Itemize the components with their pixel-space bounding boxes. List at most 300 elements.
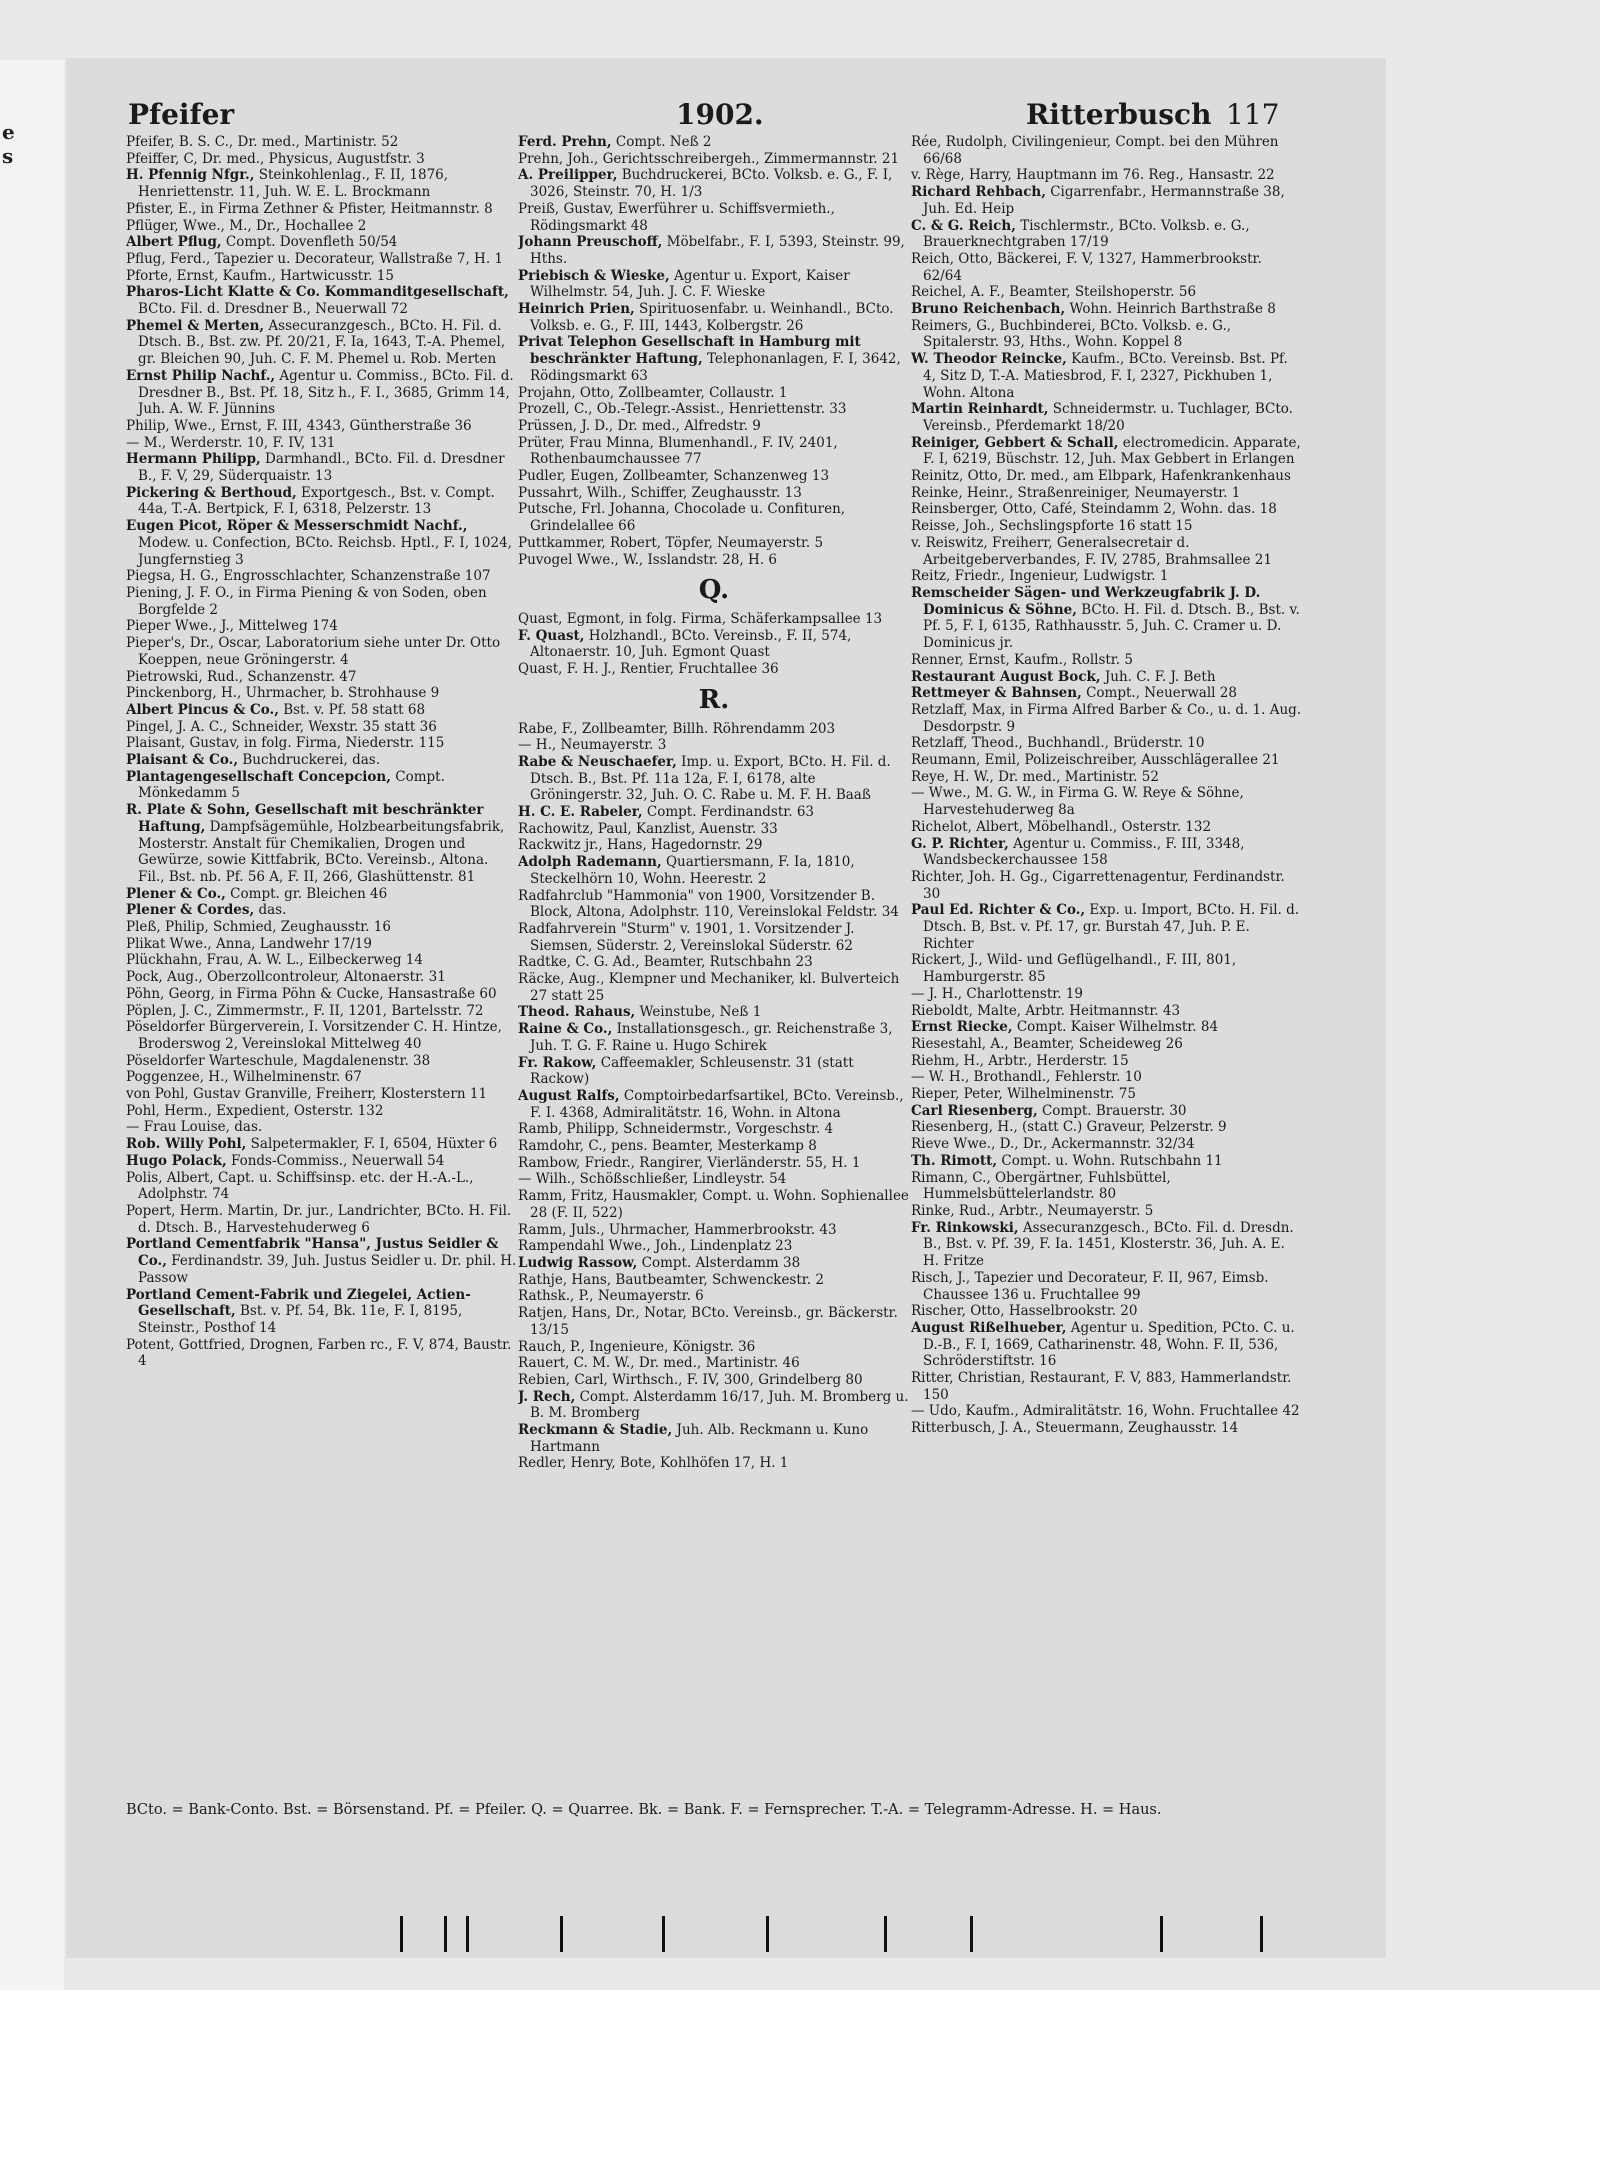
entry-details: Weinstube, Neß 1 [635,1004,762,1021]
directory-entry [126,902,518,919]
directory-entry [911,702,1303,735]
directory-entry [911,685,1303,702]
column-2 [518,134,910,1794]
entry-details: Pflüger, Wwe., M., Dr., Hochallee 2 [126,217,367,234]
entry-details: Ramm, Fritz, Hausmakler, Compt. u. Wohn. Sophienallee 28 (F. II, 522) [518,1188,909,1221]
section-heading-r: R. [698,684,730,715]
entry-details: Compt. Alsterdamm 38 [637,1255,801,1271]
entry-firm-name: Richard Rehbach, [911,184,1046,201]
entry-details: Projahn, Otto, Zollbeamter, Collaustr. 1 [518,384,788,401]
directory-entry [911,1220,1303,1270]
entry-firm-name: H. Pfennig Nfgr., [126,167,255,184]
entry-details: Poggenzee, H., Wilhelminenstr. 67 [126,1069,362,1086]
directory-entry [911,501,1303,518]
directory-entry [126,936,518,953]
entry-details: Pock, Aug., Oberzollcontroleur, Altonaerstr. 31 [126,969,446,986]
entry-details: Radfahrclub "Hammonia" von 1900, Vorsitzender B. Block, Altona, Adolphstr. 110, Vereinslokal Feldstr. 34 [518,887,899,921]
page-number: 117 [1226,98,1280,131]
entry-details: Reich, Otto, Bäckerei, F. V, 1327, Hammerbrookstr. 62/64 [911,250,1262,284]
directory-entry [911,1069,1303,1086]
entry-details: Putsche, Frl. Johanna, Chocolade u. Confituren, Grindelallee 66 [518,501,846,535]
entry-details: v. Rège, Harry, Hauptmann im 76. Reg., Hansastr. 22 [911,167,1275,184]
entry-details: Puvogel Wwe., W., Isslandstr. 28, H. 6 [518,551,777,568]
directory-entry [911,585,1303,652]
scan-calibration-ticks [400,1916,1300,1952]
entry-details: Cigarrenfabr., Hermannstraße 38, Juh. Ed. Heip [923,184,1285,217]
directory-entry [518,1288,910,1305]
directory-entry [126,1003,518,1020]
directory-entry [126,1136,518,1153]
entry-details: Ramb, Philipp, Schneidermstr., Vorgeschstr. 4 [518,1121,834,1138]
entry-details: Steinkohlenlag., F. II, 1876, Henriettenstr. 11, Juh. W. E. L. Brockmann [138,167,449,201]
entry-firm-name: Adolph Rademann, [518,854,662,871]
entry-details: Richelot, Albert, Möbelhandl., Osterstr. 132 [911,818,1212,835]
directory-entry [518,385,910,402]
directory-entry [518,468,910,485]
entry-details: Retzlaff, Theod., Buchhandl., Brüderstr. 10 [911,735,1205,752]
entry-details: Pudler, Eugen, Zollbeamter, Schanzenweg 13 [518,468,830,485]
directory-entry [911,1053,1303,1070]
entry-details: das. [254,902,287,919]
directory-entry [518,754,910,804]
entry-details: Dampfsägemühle, Holzbearbeitungsfabrik, Mosterstr. Anstalt für Chemikalien, Drogen und Gewürze, sowie Kittfabrik, BCto. Vereinsb., Altona. Fil., Bst. nb. Pf. 56 A, F. II, 266, Glashüttenstr. 81 [138,818,505,885]
entry-details: Pöseldorfer Warteschule, Magdalenenstr. 38 [126,1052,431,1069]
directory-entry [518,1222,910,1239]
directory-entry [911,401,1303,434]
directory-entry [126,769,518,802]
entry-details: Kaufm., BCto. Vereinsb. Bst. Pf. 4, Sitz D, T.-A. Matiesbrod, F. I, 2327, Pickhuben 1, Wohn. Altona [923,351,1288,401]
directory-entry [518,1422,910,1455]
entry-details: Compt., Neuerwall 28 [1081,685,1237,702]
entry-details: — Frau Louise, das. [126,1119,263,1136]
entry-details: Spirituosenfabr. u. Weinhandl., BCto. Volksb. e. G., F. III, 1443, Kolbergstr. 26 [530,301,894,334]
entry-details: Rabe, F., Zollbeamter, Billh. Röhrendamm 203 [518,720,836,737]
scan-tick [970,1916,973,1952]
directory-entry [518,1138,910,1155]
edge-mark-2: s [2,144,14,168]
entry-details: Plückhahn, Frau, A. W. L., Eilbeckerweg 14 [126,952,423,969]
directory-entry [911,652,1303,669]
directory-entry [126,1103,518,1120]
directory-entry [911,134,1303,167]
directory-entry [518,921,910,954]
directory-entry [126,1203,518,1236]
entry-details: — W. H., Brothandl., Fehlerstr. 10 [911,1069,1142,1086]
entry-firm-name: Reiniger, Gebbert & Schall, [911,434,1119,451]
entry-details: Prüter, Frau Minna, Blumenhandl., F. IV, 2401, Rothenbaumchaussee 77 [518,434,838,468]
directory-entry [518,268,910,301]
scan-tick [884,1916,887,1952]
directory-entry [518,201,910,234]
directory-entry [518,234,910,267]
directory-entry [126,952,518,969]
directory-entry [911,1136,1303,1153]
entry-details: Ritterbusch, J. A., Steuermann, Zeughausstr. 14 [911,1420,1239,1437]
directory-entry [518,485,910,502]
directory-entry [911,752,1303,769]
directory-entry [126,752,518,769]
entry-firm-name: Portland Cementfabrik "Hansa", Justus Seidler & Co., [126,1236,499,1270]
entry-details: Riehm, H., Arbtr., Herderstr. 15 [911,1052,1129,1069]
directory-entry [126,1119,518,1136]
directory-entry [911,902,1303,952]
entry-details: Agentur u. Spedition, PCto. C. u. D.-B., F. I, 1669, Catharinenstr. 48, Wohn. F. II, 536, Schröderstiftstr. 16 [923,1319,1295,1370]
entry-details: Radtke, C. G. Ad., Beamter, Rutschbahn 23 [518,954,813,971]
entry-details: Piening, J. F. O., in Firma Piening & von Soden, oben Borgfelde 2 [126,584,487,618]
directory-entry [126,702,518,719]
directory-entry [518,611,910,628]
directory-entry [518,721,910,738]
entry-details: Pöhn, Georg, in Firma Pöhn & Cucke, Hansastraße 60 [126,985,497,1002]
entry-details: Retzlaff, Max, in Firma Alfred Barber & Co., u. d. 1. Aug. Desdorpstr. 9 [911,701,1302,735]
entry-details: Reumann, Emil, Polizeischreiber, Ausschlägerallee 21 [911,752,1280,769]
entry-details: Rackwitz jr., Hans, Hagedornstr. 29 [518,837,763,854]
directory-entry [518,1355,910,1372]
directory-entry [911,167,1303,184]
entry-details: Pohl, Herm., Expedient, Osterstr. 132 [126,1102,384,1119]
directory-entry [518,888,910,921]
entry-firm-name: Ernst Riecke, [911,1019,1013,1036]
entry-details: Juh. Alb. Reckmann u. Kuno Hartmann [530,1422,869,1455]
entry-firm-name: Plantagengesellschaft Concepcion, [126,768,391,785]
entry-details: Popert, Herm. Martin, Dr. jur., Landrichter, BCto. H. Fil. d. Dtsch. B., Harvestehuderweg 6 [126,1203,512,1236]
entry-details: Compt. Mönkedamm 5 [138,768,445,802]
entry-details: Rimann, C., Obergärtner, Fuhlsbüttel, Hummelsbüttelerlandstr. 80 [911,1169,1171,1203]
entry-details: Rieper, Peter, Wilhelminenstr. 75 [911,1086,1136,1103]
directory-entry [911,1170,1303,1203]
directory-entry [911,1270,1303,1303]
directory-entry [518,535,910,552]
directory-entry [126,635,518,668]
directory-entry [126,318,518,368]
entry-firm-name: Rettmeyer & Bahnsen, [911,685,1082,702]
entry-details: Compt. Dovenfleth 50/54 [221,234,398,251]
scan-tick [560,1916,563,1952]
entry-details: Reinsberger, Otto, Café, Steindamm 2, Wohn. das. 18 [911,501,1277,518]
entry-firm-name: Theod. Rahaus, [518,1004,636,1021]
entry-details: von Pohl, Gustav Granville, Freiherr, Klosterstern 11 [126,1086,488,1103]
entries-r [518,721,910,1473]
entry-firm-name: Ludwig Rassow, [518,1255,638,1271]
entry-details: Piegsa, H. G., Engrosschlachter, Schanzenstraße 107 [126,568,491,585]
entry-firm-name: A. Preilipper, [518,167,618,184]
entry-firm-name: W. Theodor Reincke, [911,351,1067,368]
directory-entry [126,268,518,285]
entry-firm-name: Bruno Reichenbach, [911,301,1066,318]
entry-details: Risch, J., Tapezier und Decorateur, F. II, 967, Eimsb. Chaussee 136 u. Fruchtallee 99 [911,1269,1269,1303]
entry-details: Ramm, Juls., Uhrmacher, Hammerbrookstr. 43 [518,1221,837,1238]
entry-firm-name: J. Rech, [518,1388,576,1405]
directory-entry [911,218,1303,251]
directory-entry [518,954,910,971]
directory-entry [518,971,910,1004]
adjacent-page-edge [0,60,64,1990]
entry-details: Ritter, Christian, Restaurant, F. V, 883, Hammerlandstr. 150 [911,1370,1292,1403]
entry-firm-name: Th. Rimott, [911,1152,998,1169]
directory-entry [126,284,518,317]
entry-firm-name: Martin Reinhardt, [911,401,1049,418]
entry-firm-name: Remscheider Sägen- und Werkzeugfabrik J. D. Dominicus & Söhne, [911,584,1261,618]
entry-details: Ramdohr, C., pens. Beamter, Mesterkamp 8 [518,1138,817,1155]
directory-entry [126,1287,518,1337]
directory-entry [126,986,518,1003]
directory-entry [518,1188,910,1221]
entry-details: Reitz, Friedr., Ingenieur, Ludwigstr. 1 [911,568,1169,585]
entry-details: Rieve Wwe., D., Dr., Ackermannstr. 32/34 [911,1136,1195,1153]
entry-firm-name: Hermann Philipp, [126,451,261,468]
entry-details: Installationsgesch., gr. Reichenstraße 3, Juh. T. G. F. Raine u. Hugo Schirek [530,1021,893,1054]
entry-details: Juh. C. F. J. Beth [1100,668,1216,685]
running-head-right: Ritterbusch [1026,98,1212,131]
entry-details: Rampendahl Wwe., Joh., Lindenplatz 23 [518,1238,793,1255]
entry-details: — H., Neumayerstr. 3 [518,737,667,754]
directory-entry [126,1153,518,1170]
entry-details: Bst. v. Pf. 54, Bk. 11e, F. I, 8195, Steinstr., Posthof 14 [138,1303,463,1336]
directory-entry [911,1370,1303,1403]
entry-firm-name: Pharos-Licht Klatte & Co. Kommanditgesellschaft, [126,284,509,301]
abbreviation-legend: BCto. = Bank-Conto. Bst. = Börsenstand. Pf. = Pfeiler. Q. = Quarree. Bk. = Bank. F. = Fernsprecher. T.-A. = Telegramm-Adresse. H. = Haus. [126,1802,1162,1818]
directory-entry [518,854,910,887]
directory-entry [126,234,518,251]
directory-entry [518,661,910,678]
directory-entry [518,837,910,854]
directory-entry [518,501,910,534]
running-head-left: Pfeifer [128,98,235,131]
entry-details: Pleß, Philip, Schmied, Zeughausstr. 16 [126,919,391,936]
entry-details: Redler, Henry, Bote, Kohlhöfen 17, H. 1 [518,1455,789,1472]
entry-details: Pöseldorfer Bürgerverein, I. Vorsitzender C. H. Hintze, Broderswog 2, Vereinslokal Mittelweg 40 [126,1019,502,1052]
entry-firm-name: Raine & Co., [518,1021,613,1038]
entry-firm-name: C. & G. Reich, [911,217,1016,234]
entry-details: Plaisant, Gustav, in folg. Firma, Niederstr. 115 [126,735,445,752]
entry-firm-name: Ferd. Prehn, [518,134,612,150]
directory-entry [518,435,910,468]
entry-details: Renner, Ernst, Kaufm., Rollstr. 5 [911,651,1133,668]
entry-details: — M., Werderstr. 10, F. IV, 131 [126,434,336,451]
section-heading-q: Q. [698,575,730,606]
directory-entry [911,468,1303,485]
entry-firm-name: Carl Riesenberg, [911,1102,1038,1119]
scan-tick [662,1916,665,1952]
directory-entry [911,769,1303,786]
entry-firm-name: Albert Pflug, [126,234,222,251]
directory-entry [126,969,518,986]
directory-entry [126,251,518,268]
entry-details: Bst. v. Pf. 58 statt 68 [278,701,426,718]
directory-entry [911,669,1303,686]
entry-details: Quartiersmann, F. Ia, 1810, Steckelhörn 10, Wohn. Heerestr. 2 [530,854,855,887]
entry-details: Darmhandl., BCto. Fil. d. Dresdner B., F. V, 29, Süderquaistr. 13 [138,451,505,485]
directory-entry [911,535,1303,568]
entry-firm-name: August Ralfs, [518,1087,620,1104]
entry-firm-name: Fr. Rinkowski, [911,1219,1019,1236]
directory-entry [911,1203,1303,1220]
entry-details: Riesestahl, A., Beamter, Scheideweg 26 [911,1035,1183,1052]
entry-details: Ratjen, Hans, Dr., Notar, BCto. Vereinsb., gr. Bäckerstr. 13/15 [518,1305,898,1338]
entry-firm-name: Rob. Willy Pohl, [126,1136,247,1153]
entry-details: Pöplen, J. C., Zimmermstr., F. II, 1201, Bartelsstr. 72 [126,1002,484,1019]
directory-entry [126,685,518,702]
directory-entry [126,618,518,635]
entry-details: Preiß, Gustav, Ewerführer u. Schiffsvermieth., Rödingsmarkt 48 [518,200,835,234]
directory-entry [518,737,910,754]
entry-firm-name: Priebisch & Wieske, [518,267,670,284]
directory-entry [911,518,1303,535]
directory-entry [518,1088,910,1121]
directory-entry [911,735,1303,752]
directory-entry [911,251,1303,284]
entry-details: Prehn, Joh., Gerichtsschreibergeh., Zimmermannstr. 21 [518,150,900,167]
blank-margin [0,1990,1600,2177]
directory-entry [518,1339,910,1356]
entry-details: Imp. u. Export, BCto. H. Fil. d. Dtsch. B., Bst. Pf. 11a 12a, F. I, 6178, alte Gröningerstr. 32, Juh. O. C. Rabe u. M. F. H. Baaß [530,753,891,804]
entry-details: Rieboldt, Malte, Arbtr. Heitmannstr. 43 [911,1002,1181,1019]
entry-details: electromedicin. Apparate, F. I, 6219, Büschstr. 12, Juh. Max Gebbert in Erlangen [923,434,1301,468]
directory-entry [126,1170,518,1203]
directory-entry [126,218,518,235]
entry-firm-name: Hugo Polack, [126,1152,227,1169]
directory-entry [518,552,910,569]
directory-entry [911,1320,1303,1370]
entry-details: Rée, Rudolph, Civilingenieur, Compt. bei den Mühren 66/68 [911,134,1279,167]
entry-details: Assecuranzgesch., BCto. H. Fil. d. Dtsch. B., Bst. zw. Pf. 20/21, F. Ia, 1643, T.-A. Phemel, gr. Bleichen 90, Juh. C. F. M. Phemel u. Rob. Merten [138,317,506,368]
entry-details: BCto. Fil. d. Dresdner B., Neuerwall 72 [138,301,408,318]
entry-firm-name: Ernst Philip Nachf., [126,367,276,384]
directory-entry [126,1019,518,1052]
entry-firm-name: Albert Pincus & Co., [126,701,279,718]
entry-details: Reinke, Heinr., Straßenreiniger, Neumayerstr. 1 [911,484,1241,501]
directory-entry [126,1086,518,1103]
directory-entry [126,735,518,752]
entry-details: Rischer, Otto, Hasselbrookstr. 20 [911,1303,1138,1320]
directory-entry [518,1238,910,1255]
scan-tick [1160,1916,1163,1952]
entry-details: Reye, H. W., Dr. med., Martinistr. 52 [911,768,1159,785]
directory-entry [911,952,1303,985]
directory-entry [126,435,518,452]
directory-entry [911,318,1303,351]
entry-details: Compt. Alsterdamm 16/17, Juh. M. Bromberg u. B. M. Bromberg [530,1388,909,1422]
entry-details: — Wilh., Schößschließer, Lindleystr. 54 [518,1171,787,1188]
directory-entry [518,1021,910,1054]
directory-entry [518,1389,910,1422]
entry-details: — J. H., Charlottenstr. 19 [911,985,1083,1002]
directory-entry [911,184,1303,217]
directory-entry [126,201,518,218]
directory-entry [126,568,518,585]
entry-details: Pieper's, Dr., Oscar, Laboratorium siehe unter Dr. Otto Koeppen, neue Gröningerstr. 4 [126,635,501,668]
entry-details: Salpetermakler, F. I, 6504, Hüxter 6 [246,1136,498,1153]
directory-entry [911,1086,1303,1103]
entry-details: Rathje, Hans, Bautbeamter, Schwenckestr. 2 [518,1271,824,1288]
directory-entry [911,819,1303,836]
directory-entry [518,401,910,418]
entry-details: Comptoirbedarfsartikel, BCto. Vereinsb., F. I. 4368, Admiralitätstr. 16, Wohn. in Altona [530,1087,904,1121]
entry-details: Rauch, P., Ingenieure, Königstr. 36 [518,1338,756,1355]
column-1 [126,134,518,1794]
directory-entry [518,1171,910,1188]
directory-entry [911,1119,1303,1136]
entry-details: Reichel, A. F., Beamter, Steilshoperstr. 56 [911,284,1197,301]
entry-details: Rachowitz, Paul, Kanzlist, Auenstr. 33 [518,820,778,837]
directory-entry [911,568,1303,585]
entry-details: Räcke, Aug., Klempner und Mechaniker, kl. Bulverteich 27 statt 25 [518,971,900,1004]
directory-entry [518,1255,910,1272]
entry-details: Prozell, C., Ob.-Telegr.-Assist., Henriettenstr. 33 [518,401,847,418]
scan-tick [444,1916,447,1952]
entry-details: Tischlermstr., BCto. Volksb. e. G., Brauerknechtgraben 17/19 [923,217,1250,251]
directory-entry [126,134,518,151]
directory-entry [911,986,1303,1003]
directory-entry [518,1272,910,1289]
entry-details: Reimers, G., Buchbinderei, BCto. Volksb. e. G., Spitalerstr. 93, Hths., Wohn. Koppel 8 [911,317,1232,351]
directory-entry [518,301,910,334]
scan-tick [466,1916,469,1952]
directory-entry [911,1103,1303,1120]
directory-entry [518,821,910,838]
directory-entry [126,451,518,484]
entry-firm-name: Reckmann & Stadie, [518,1422,673,1439]
entry-firm-name: Rabe & Neuschaefer, [518,753,677,770]
entry-details: Buchdruckerei, BCto. Volksb. e. G., F. I, 3026, Steinstr. 70, H. 1/3 [530,167,893,201]
entry-details: Pforte, Ernst, Kaufm., Hartwicusstr. 15 [126,267,394,284]
entry-details: Radfahrverein "Sturm" v. 1901, 1. Vorsitzender J. Siemsen, Süderstr. 2, Vereinslokal Süderstr. 62 [518,920,855,954]
entry-firm-name: F. Quast, [518,627,585,644]
entry-details: Möbelfabr., F. I, 5393, Steinstr. 99, Hths. [530,234,905,267]
directory-entry [126,919,518,936]
directory-entry [518,1055,910,1088]
entry-details: Compt. Brauerstr. 30 [1037,1102,1187,1119]
entry-firm-name: Johann Preuschoff, [518,234,663,251]
entry-details: Prüssen, J. D., Dr. med., Alfredstr. 9 [518,417,761,434]
entry-firm-name: Privat Telephon Gesellschaft in Hamburg mit beschränkter Haftung, [518,334,861,368]
entry-details: Quast, F. H. J., Rentier, Fruchtallee 36 [518,661,779,678]
directory-entry [518,134,910,151]
directory-entry [518,334,910,384]
entry-details: Wohn. Heinrich Barthstraße 8 [1065,301,1276,318]
directory-entry [911,869,1303,902]
running-head-year: 1902. [676,98,764,131]
directory-entry [126,585,518,618]
entry-details: Agentur u. Export, Kaiser Wilhelmstr. 54, Juh. J. C. F. Wieske [530,267,850,301]
directory-entry [911,1036,1303,1053]
entries-p-continued [518,134,910,568]
directory-entry [518,804,910,821]
entry-details: — Udo, Kaufm., Admiralitätstr. 16, Wohn. Fruchtallee 42 [911,1403,1300,1420]
directory-entry [518,1372,910,1389]
directory-entry [126,518,518,568]
entry-details: Philip, Wwe., Ernst, F. III, 4343, Güntherstraße 36 [126,417,472,434]
entry-details: Riesenberg, H., (statt C.) Graveur, Pelzerstr. 9 [911,1119,1227,1136]
column-3 [911,134,1303,1794]
directory-entry [911,435,1303,468]
scan-tick [400,1916,403,1952]
directory-entry [911,301,1303,318]
entry-details: Pfeiffer, C, Dr. med., Physicus, Augustfstr. 3 [126,150,425,167]
entry-details: Holzhandl., BCto. Vereinsb., F. II, 574, Altonaerstr. 10, Juh. Egmont Quast [530,627,852,661]
entry-details: Pietrowski, Rud., Schanzenstr. 47 [126,668,357,685]
entry-details: Pfister, E., in Firma Zethner & Pfister, Heitmannstr. 8 [126,200,493,217]
directory-entry [911,1403,1303,1420]
entry-firm-name: Pickering & Berthoud, [126,484,297,501]
directory-entry [518,418,910,435]
scan-tick [1260,1916,1263,1952]
entries-q [518,611,910,678]
entry-details: Puttkammer, Robert, Töpfer, Neumayerstr. 5 [518,534,824,551]
entry-firm-name: R. Plate & Sohn, Gesellschaft mit beschränkter Haftung, [126,802,484,835]
directory-entry [126,418,518,435]
entry-details: Compt. Ferdinandstr. 63 [642,804,815,821]
